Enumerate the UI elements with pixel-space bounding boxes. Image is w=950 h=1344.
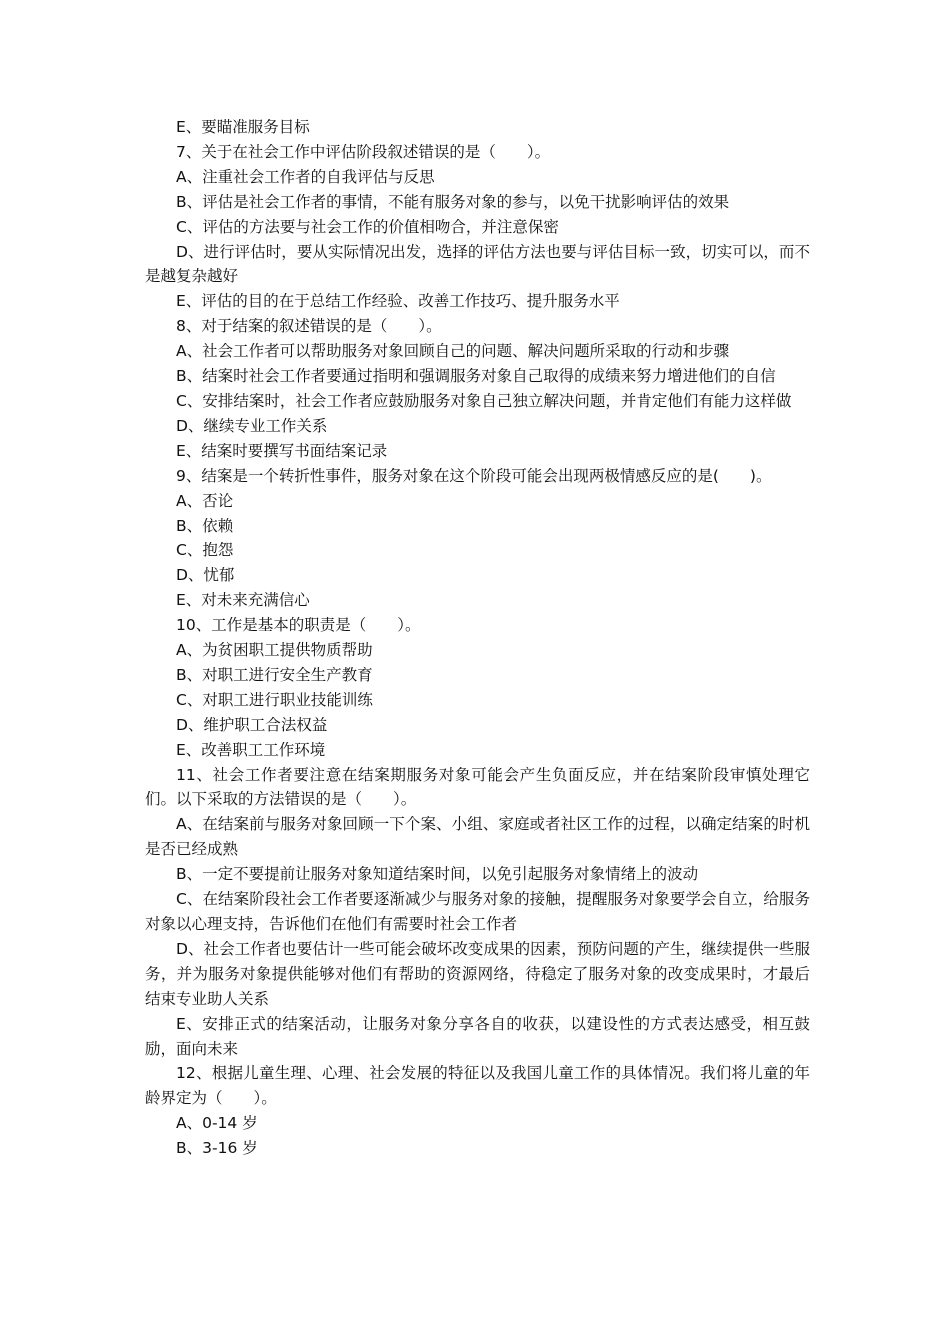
option-e-target: E、要瞄准服务目标 xyxy=(176,118,310,136)
q11-option-b: B、一定不要提前让服务对象知道结案时间，以免引起服务对象情绪上的波动 xyxy=(176,865,699,884)
q10-option-a: A、为贫困职工提供物质帮助 xyxy=(176,641,373,660)
q9-option-c: C、抱怨 xyxy=(176,541,234,560)
question-10: 10、工作是基本的职责是（ ）。 xyxy=(176,616,421,635)
q9-option-e: E、对未来充满信心 xyxy=(176,591,310,610)
question-11: 11、社会工作者要注意在结案期服务对象可能会产生负面反应，并在结案阶段审慎处理它们。以下采取的方法错误的是（ ）。 xyxy=(145,765,810,809)
q8-option-d: D、继续专业工作关系 xyxy=(176,416,328,435)
q11-option-a: A、在结案前与服务对象回顾一下个案、小组、家庭或者社区工作的过程，以确定结案的时机是否已经成熟 xyxy=(145,815,810,859)
q10-option-c: C、对职工进行职业技能训练 xyxy=(176,690,373,709)
document-page xyxy=(145,115,810,1161)
question-12: 12、根据儿童生理、心理、社会发展的特征以及我国儿童工作的具体情况。我们将儿童的年龄界定为（ ）。 xyxy=(145,1064,810,1108)
q9-option-a: A、否论 xyxy=(176,491,234,510)
q8-option-e: E、结案时要撰写书面结案记录 xyxy=(176,441,388,460)
q8-option-b: B、结案时社会工作者要通过指明和强调服务对象自己取得的成绩来努力增进他们的自信 xyxy=(176,367,776,386)
q8-option-a: A、社会工作者可以帮助服务对象回顾自己的问题、解决问题所采取的行动和步骤 xyxy=(176,342,730,361)
q10-option-e: E、改善职工工作环境 xyxy=(176,740,326,759)
question-9: 9、结案是一个转折性事件，服务对象在这个阶段可能会出现两极情感反应的是( )。 xyxy=(176,466,772,485)
q10-option-b: B、对职工进行安全生产教育 xyxy=(176,665,373,684)
q7-option-c: C、评估的方法要与社会工作的价值相吻合，并注意保密 xyxy=(176,217,559,236)
q11-option-c: C、在结案阶段社会工作者要逐渐减少与服务对象的接触，提醒服务对象要学会自立，给服务对象以心理支持，告诉他们在他们有需要时社会工作者 xyxy=(145,890,810,933)
question-8: 8、对于结案的叙述错误的是（ ）。 xyxy=(176,317,442,336)
q7-option-a: A、注重社会工作者的自我评估与反思 xyxy=(176,167,435,186)
q8-option-c: C、安排结案时，社会工作者应鼓励服务对象自己独立解决问题，并肯定他们有能力这样做 xyxy=(176,391,792,410)
question-7: 7、关于在社会工作中评估阶段叙述错误的是（ ）。 xyxy=(176,142,551,161)
q12-option-b: B、3-16 岁 xyxy=(176,1139,258,1158)
q7-option-b: B、评估是社会工作者的事情，不能有服务对象的参与，以免干扰影响评估的效果 xyxy=(176,192,730,211)
q10-option-d: D、维护职工合法权益 xyxy=(176,715,328,734)
q9-option-d: D、忧郁 xyxy=(176,566,235,585)
q11-option-d: D、社会工作者也要估计一些可能会破坏改变成果的因素，预防问题的产生，继续提供一些服务，并为服务对象提供能够对他们有帮助的资源网络，待稳定了服务对象的改变成果时，才最后结束专业助人关系 xyxy=(145,939,810,1008)
q11-option-e: E、安排正式的结案活动，让服务对象分享各自的收获，以建设性的方式表达感受，相互鼓励，面向未来 xyxy=(145,1014,810,1058)
q7-option-d: D、进行评估时，要从实际情况出发，选择的评估方法也要与评估目标一致，切实可以，而不是越复杂越好 xyxy=(145,242,810,286)
q9-option-b: B、依赖 xyxy=(176,516,234,535)
q12-option-a: A、0-14 岁 xyxy=(176,1114,258,1133)
q7-option-e: E、评估的目的在于总结工作经验、改善工作技巧、提升服务水平 xyxy=(176,292,620,311)
